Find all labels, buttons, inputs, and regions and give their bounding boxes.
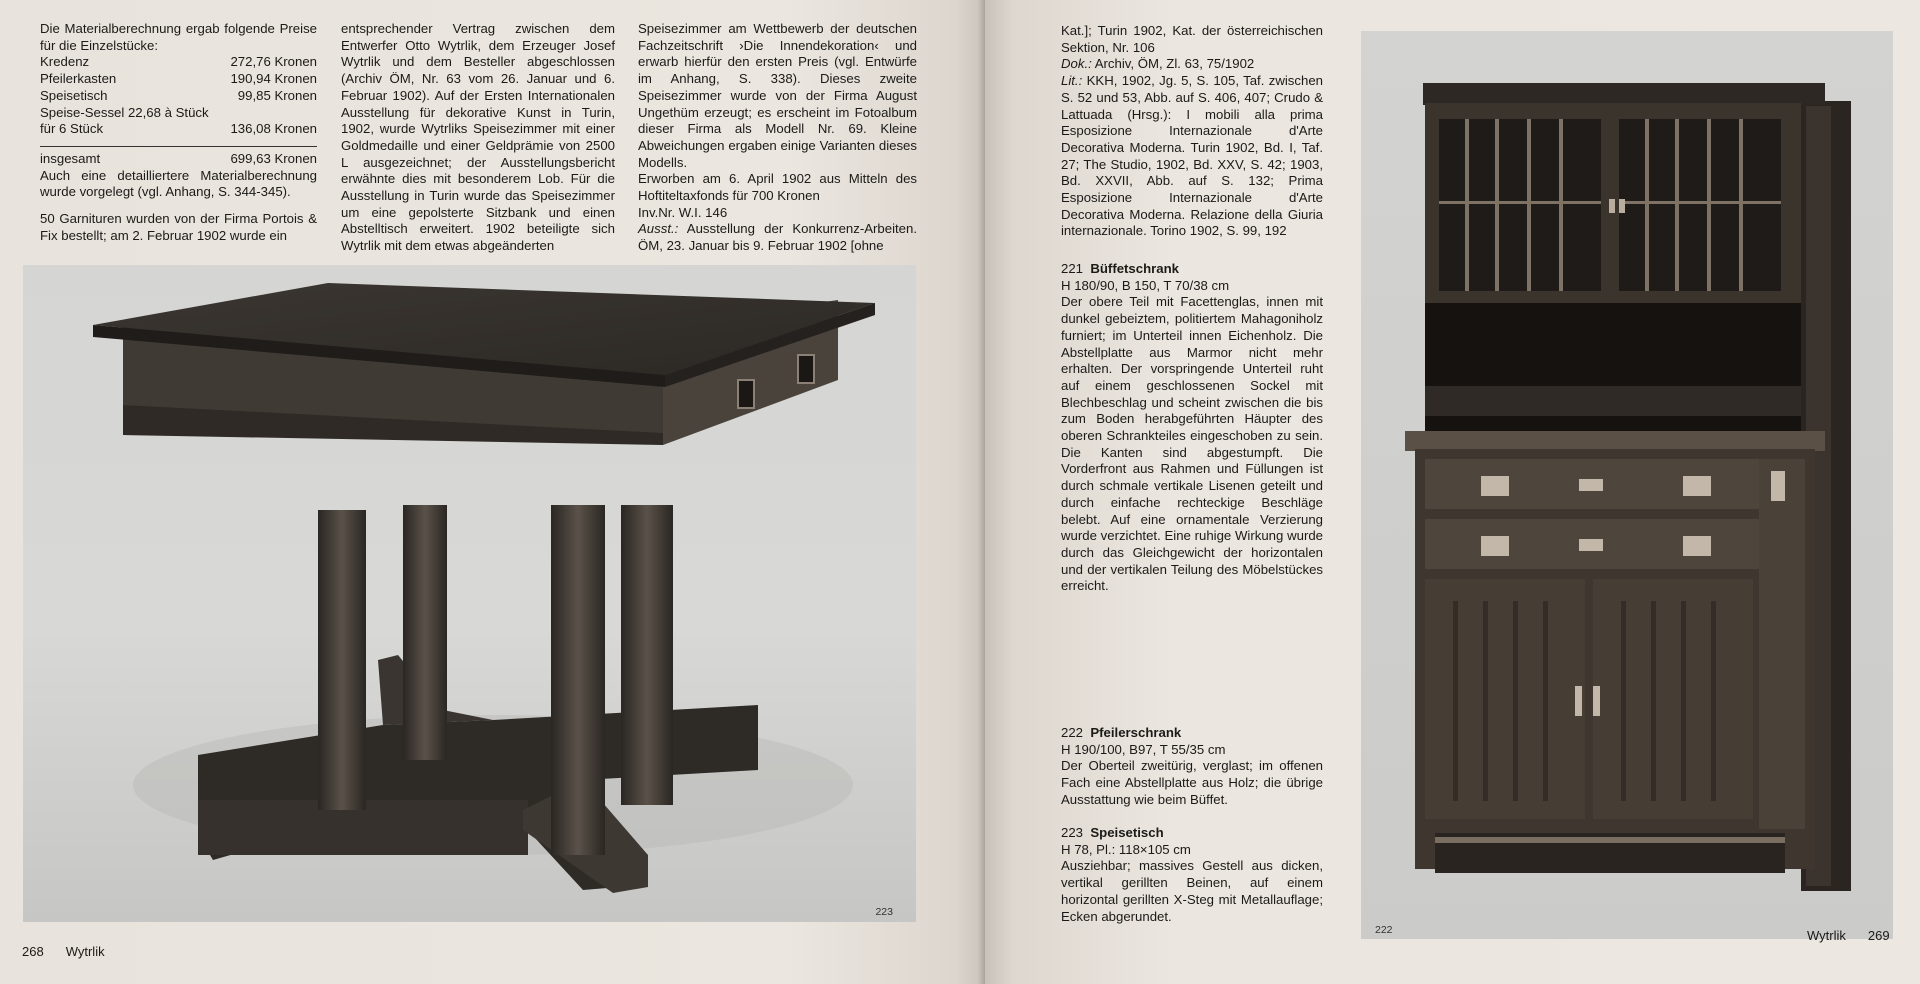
entry-heading: 223 Speisetisch [1061, 825, 1164, 840]
body-text: entsprechender Vertrag zwischen dem Entwerfer Otto Wytrlik, dem Erzeuger Josef Wytrlik und dem Besteller abgeschlossen (Archiv ÖM, Nr. 63 vom 26. Januar und 6. Februar 1902). Auf der Ersten Internationalen Ausstellung für dekorative Kunst in Turin, 1902, wurde Wytrliks Speisezimmer mit einer Goldmedaille und einer Geldprämie von 2500 L ausgezeichnet; der Ausstellungsbericht erwähnte dies mit besonderem Lob. Für die Ausstellung in Turin wurde das Speisezimmer um eine gepolsterte Sitzbank und einen Abstelltisch erweitert. 1902 beteiligte sich Wytrlik mit dem etwas abgeänderten [341, 21, 615, 254]
table-photograph [23, 265, 916, 922]
documents-text: Dok.: Archiv, ÖM, Zl. 63, 75/1902 [1061, 56, 1255, 72]
references-column [1061, 23, 1323, 240]
detail-text: Auch eine detailliertere Materialberechnung wurde vorgelegt (vgl. Anhang, S. 344-345). [40, 167, 317, 200]
cabinet-photograph [1361, 31, 1893, 939]
price-row: Speisetisch 99,85 Kronen [40, 87, 317, 103]
sideboard-cabinet-illustration [1361, 31, 1893, 939]
right-page [985, 0, 1920, 984]
entry-221 [1061, 261, 1323, 595]
exhibition-text: Ausst.: Ausstellung der Konkurrenz-Arbeiten. ÖM, 23. Januar bis 9. Februar 1902 [ohne [638, 221, 918, 254]
left-footer [22, 944, 105, 959]
price-intro: Die Materialberechnung ergab folgende Preise für die Einzelstücke: [40, 21, 317, 53]
price-row: für 6 Stück 136,08 Kronen [40, 121, 317, 137]
entry-heading: 222 Pfeilerschrank [1061, 725, 1182, 740]
total-row: insgesamt 699,63 Kronen [40, 150, 317, 166]
body-text: Speisezimmer am Wettbewerb der deutschen Fachzeitschrift ›Die Innendekoration‹ und erwarb hierfür den ersten Preis (vgl. Entwürfe im Anhang, S. 338). Dieses zweite Speisezimmer wurde von der Firma August Ungethüm erzeugt; es erscheint im Fotoalbum dieser Firma als Modell Nr. 69. Kleine Abweichungen ergaben einige Varianten dieses Modells. [638, 21, 917, 170]
page-number: 268 [22, 944, 44, 959]
page-number: 269 [1867, 928, 1890, 943]
price-row: Pfeilerkasten 190,94 Kronen [40, 71, 317, 87]
catalog-text: Kat.]; Turin 1902, Kat. der österreichischen Sektion, Nr. 106 [1061, 23, 1323, 55]
text-column-2 [341, 21, 615, 255]
acquired-text: Erworben am 6. April 1902 aus Mitteln des Hoftiteltaxfonds für 700 Kronen [638, 171, 917, 204]
price-list-column [40, 21, 317, 244]
entry-heading: 221 Büffetschrank [1061, 261, 1180, 276]
text-column-3 [638, 21, 917, 255]
figure-number-222: 222 [1375, 924, 1393, 936]
running-head: Wytrlik [65, 944, 105, 959]
entry-223 [1061, 825, 1323, 925]
chair-line: Speise-Sessel 22,68 à Stück [40, 104, 209, 120]
figure-number-223: 223 [875, 906, 893, 918]
entry-description: Der Oberteil zweitürig, verglast; im offenen Fach eine Abstellplatte aus Holz; die übrige Ausstattung wie beim Büffet. [1061, 758, 1323, 807]
literature-text: Lit.: KKH, 1902, Jg. 5, S. 105, Taf. zwischen S. 52 und 53, Abb. auf S. 406, 407; Crudo & Lattuada (Hrsg.): I mobili alla prima Esposizione Internazionale d'Arte Decorativa Moderna. Turin 1902, Bd. I, Taf. 27; The Studio, 1902, Bd. XXV, S. 42; 1903, Bd. XXVII, Abb. auf S. 132; Prima Esposizione Internazionale d'Arte Decorativa Moderna. Relazione della Giuria internazionale. Torino 1902, S. 99, 192 [1061, 73, 1323, 239]
right-footer [1807, 928, 1890, 943]
order-text: 50 Garnituren wurden von der Firma Portois & Fix bestellt; am 2. Februar 1902 wurde ein [40, 211, 317, 243]
entry-dimensions: H 190/100, B97, T 55/35 cm [1061, 741, 1226, 757]
inventory-number: Inv.Nr. W.I. 146 [638, 204, 728, 220]
entry-dimensions: H 78, Pl.: 118×105 cm [1061, 841, 1191, 857]
entry-dimensions: H 180/90, B 150, T 70/38 cm [1061, 277, 1230, 293]
entry-description: Der obere Teil mit Facettenglas, innen mit dunkel gebeiztem, politiertem Mahagoniholz furniert; im Unterteil innen Eichenholz. Die Abstellplatte aus Marmor nicht mehr erhalten. Der vorspringende Unterteil ruht auf einem geschlossenen Sockel mit Blechbeschlag und scheint zwischen die bis zum Boden herabgeführten Häupter des oberen Schrankteiles eingeschoben zu sein. Die Kanten sind abgestumpft. Die Vorderfront aus Rahmen und Füllungen ist durch schmale vertikale Lisenen geteilt und durch einfache rechteckige Beschläge belebt. Auf eine ornamentale Verzierung wurde verzichtet. Eine ruhige Wirkung wurde durch das Gleichgewicht der horizontalen und der vertikalen Teilung des Möbelstückes erreicht. [1061, 294, 1323, 594]
dining-table-illustration [23, 265, 916, 922]
price-row: Kredenz 272,76 Kronen [40, 54, 317, 70]
running-head: Wytrlik [1807, 928, 1846, 943]
sum-rule [40, 146, 317, 147]
entry-222 [1061, 725, 1323, 809]
entry-description: Ausziehbar; massives Gestell aus dicken, vertikal gerillten Beinen, auf einem horizontal gerillten X-Steg mit Metallauflage; Ecken abgerundet. [1061, 858, 1323, 924]
